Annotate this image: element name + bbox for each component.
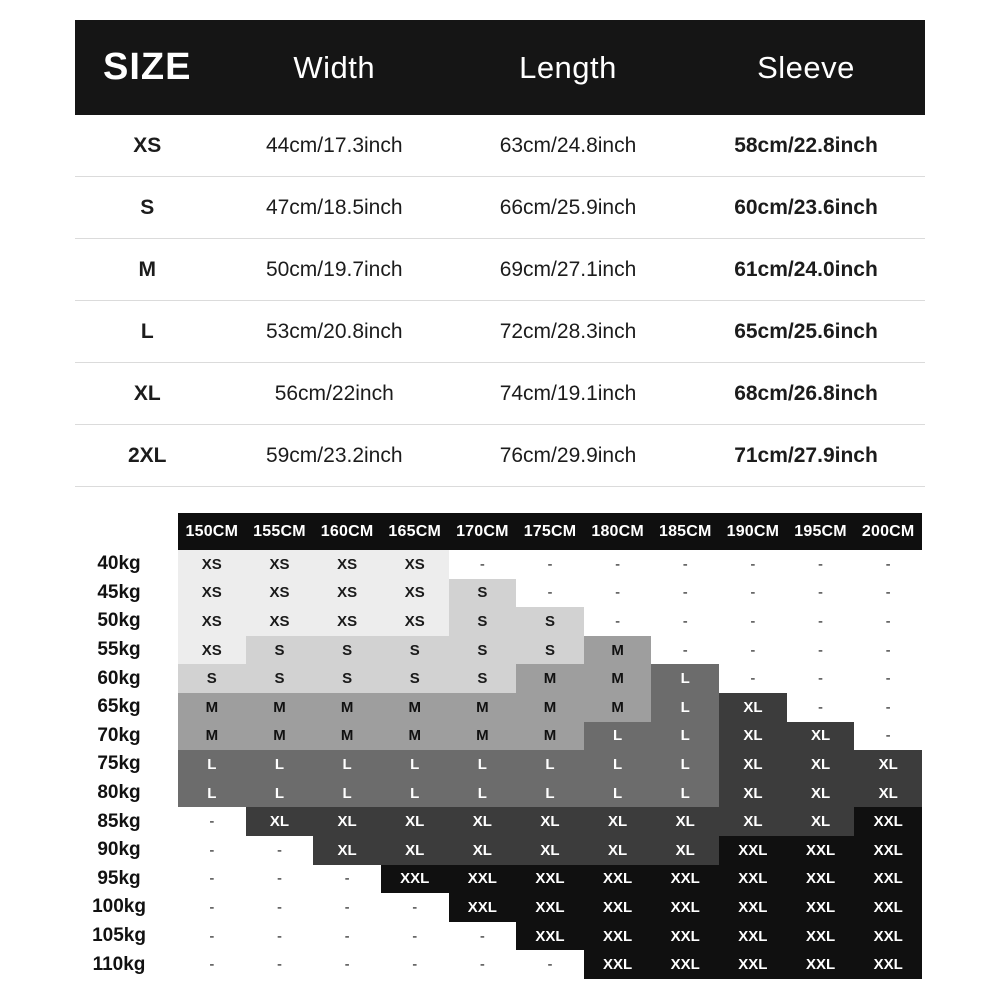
weight-row-label: 90kg: [60, 836, 178, 865]
recommended-size-cell: XXL: [719, 922, 787, 951]
recommended-size-cell: XXL: [787, 893, 855, 922]
weight-row-label: 60kg: [60, 664, 178, 693]
column-header-size: SIZE: [103, 46, 192, 88]
no-size-cell: -: [854, 722, 922, 751]
recommended-size-cell: L: [651, 750, 719, 779]
size-table-body: [75, 115, 925, 487]
recommended-size-cell: XXL: [854, 922, 922, 951]
height-column-header: 150CM: [178, 513, 246, 550]
recommended-size-cell: XL: [313, 807, 381, 836]
no-size-cell: -: [719, 550, 787, 579]
recommended-size-cell: L: [584, 722, 652, 751]
recommended-size-cell: XL: [651, 836, 719, 865]
height-column-header: 190CM: [719, 513, 787, 550]
recommended-size-cell: XS: [178, 579, 246, 608]
column-header-length: Length: [519, 49, 617, 85]
no-size-cell: -: [787, 636, 855, 665]
no-size-cell: -: [381, 922, 449, 951]
recommended-size-cell: S: [246, 664, 314, 693]
size-label: L: [140, 319, 154, 343]
recommended-size-cell: L: [516, 750, 584, 779]
sleeve-value: 60cm/23.6inch: [734, 195, 878, 219]
recommended-size-cell: XS: [246, 550, 314, 579]
height-column-header: 165CM: [381, 513, 449, 550]
weight-row-label: 100kg: [60, 893, 178, 922]
recommended-size-cell: XL: [313, 836, 381, 865]
no-size-cell: -: [854, 693, 922, 722]
recommended-size-cell: L: [313, 750, 381, 779]
recommended-size-cell: XL: [719, 807, 787, 836]
weight-row-label: 85kg: [60, 807, 178, 836]
recommended-size-cell: S: [313, 664, 381, 693]
recommended-size-cell: XL: [719, 750, 787, 779]
recommended-size-cell: XXL: [787, 836, 855, 865]
recommended-size-cell: L: [246, 750, 314, 779]
recommended-size-cell: XL: [584, 807, 652, 836]
recommended-size-cell: S: [381, 636, 449, 665]
recommended-size-cell: XS: [381, 550, 449, 579]
no-size-cell: -: [651, 607, 719, 636]
recommended-size-cell: L: [449, 750, 517, 779]
recommended-size-cell: XL: [516, 836, 584, 865]
length-value: 74cm/19.1inch: [499, 381, 637, 405]
recommended-size-cell: S: [516, 607, 584, 636]
recommended-size-cell: XL: [854, 750, 922, 779]
height-column-header: 200CM: [854, 513, 922, 550]
recommended-size-cell: XXL: [719, 836, 787, 865]
recommended-size-cell: XXL: [719, 893, 787, 922]
size-table-row: [75, 301, 925, 363]
no-size-cell: -: [854, 636, 922, 665]
no-size-cell: -: [246, 865, 314, 894]
recommended-size-cell: M: [381, 693, 449, 722]
recommended-size-cell: S: [246, 636, 314, 665]
no-size-cell: -: [381, 893, 449, 922]
recommended-size-cell: XXL: [584, 865, 652, 894]
recommended-size-cell: M: [178, 722, 246, 751]
recommended-size-cell: XXL: [854, 893, 922, 922]
size-label: S: [140, 195, 155, 219]
height-column-header: 155CM: [246, 513, 314, 550]
recommended-size-cell: XS: [313, 550, 381, 579]
recommended-size-cell: XS: [178, 550, 246, 579]
recommended-size-cell: XXL: [787, 865, 855, 894]
no-size-cell: -: [246, 836, 314, 865]
length-value: 69cm/27.1inch: [499, 257, 637, 281]
no-size-cell: -: [584, 579, 652, 608]
recommended-size-cell: S: [381, 664, 449, 693]
no-size-cell: -: [854, 607, 922, 636]
no-size-cell: -: [516, 950, 584, 979]
weight-row-label: 55kg: [60, 636, 178, 665]
weight-row-label: 110kg: [60, 950, 178, 979]
width-value: 59cm/23.2inch: [265, 443, 403, 467]
no-size-cell: -: [719, 664, 787, 693]
recommended-size-cell: XL: [651, 807, 719, 836]
no-size-cell: -: [449, 950, 517, 979]
matrix-corner-cell: [60, 513, 178, 550]
recommended-size-cell: M: [449, 693, 517, 722]
height-column-header: 175CM: [516, 513, 584, 550]
recommended-size-cell: XXL: [584, 950, 652, 979]
recommended-size-cell: M: [246, 722, 314, 751]
recommended-size-cell: XXL: [854, 836, 922, 865]
width-value: 56cm/22inch: [274, 381, 394, 405]
recommended-size-cell: XXL: [449, 893, 517, 922]
recommended-size-cell: XL: [449, 836, 517, 865]
sleeve-value: 71cm/27.9inch: [734, 443, 878, 467]
no-size-cell: -: [516, 550, 584, 579]
recommended-size-cell: XXL: [516, 893, 584, 922]
length-value: 76cm/29.9inch: [499, 443, 637, 467]
recommended-size-cell: L: [178, 750, 246, 779]
recommended-size-cell: XXL: [381, 865, 449, 894]
recommended-size-cell: XXL: [584, 922, 652, 951]
no-size-cell: -: [651, 579, 719, 608]
size-table-header-row: [75, 20, 925, 115]
no-size-cell: -: [178, 893, 246, 922]
sleeve-value: 68cm/26.8inch: [734, 381, 878, 405]
recommended-size-cell: XXL: [787, 950, 855, 979]
no-size-cell: -: [719, 579, 787, 608]
sleeve-value: 58cm/22.8inch: [734, 133, 878, 157]
sleeve-value: 65cm/25.6inch: [734, 319, 878, 343]
recommended-size-cell: M: [178, 693, 246, 722]
length-value: 72cm/28.3inch: [499, 319, 637, 343]
recommended-size-cell: S: [449, 579, 517, 608]
recommended-size-cell: XL: [854, 779, 922, 808]
recommended-size-cell: XS: [381, 607, 449, 636]
height-column-header: 185CM: [651, 513, 719, 550]
recommended-size-cell: L: [246, 779, 314, 808]
recommended-size-cell: XXL: [787, 922, 855, 951]
recommended-size-cell: L: [651, 664, 719, 693]
no-size-cell: -: [178, 807, 246, 836]
recommended-size-cell: XL: [787, 722, 855, 751]
recommended-size-cell: M: [584, 664, 652, 693]
size-label: M: [138, 257, 156, 281]
recommended-size-cell: XS: [246, 579, 314, 608]
recommended-size-cell: L: [651, 693, 719, 722]
recommended-size-cell: S: [449, 636, 517, 665]
width-value: 50cm/19.7inch: [265, 257, 403, 281]
recommended-size-cell: XS: [381, 579, 449, 608]
no-size-cell: -: [178, 950, 246, 979]
no-size-cell: -: [584, 550, 652, 579]
recommended-size-cell: M: [516, 664, 584, 693]
no-size-cell: -: [246, 950, 314, 979]
recommended-size-cell: L: [449, 779, 517, 808]
recommended-size-cell: S: [516, 636, 584, 665]
weight-row-label: 80kg: [60, 779, 178, 808]
recommended-size-cell: XL: [449, 807, 517, 836]
no-size-cell: -: [651, 636, 719, 665]
recommended-size-cell: S: [178, 664, 246, 693]
no-size-cell: -: [313, 950, 381, 979]
recommended-size-cell: M: [313, 722, 381, 751]
recommended-size-cell: XXL: [651, 950, 719, 979]
garment-measurements-table: [75, 20, 925, 487]
recommended-size-cell: XL: [381, 807, 449, 836]
size-label: 2XL: [127, 443, 167, 467]
no-size-cell: -: [313, 922, 381, 951]
no-size-cell: -: [381, 950, 449, 979]
no-size-cell: -: [584, 607, 652, 636]
recommended-size-cell: M: [449, 722, 517, 751]
size-label: XL: [133, 381, 161, 405]
recommended-size-cell: L: [381, 750, 449, 779]
width-value: 47cm/18.5inch: [265, 195, 403, 219]
recommended-size-cell: XS: [313, 607, 381, 636]
width-value: 53cm/20.8inch: [265, 319, 403, 343]
recommended-size-cell: XS: [313, 579, 381, 608]
column-header-width: Width: [293, 49, 376, 85]
weight-row-label: 50kg: [60, 607, 178, 636]
no-size-cell: -: [719, 636, 787, 665]
recommended-size-cell: S: [449, 607, 517, 636]
recommended-size-cell: XL: [719, 722, 787, 751]
width-value: 44cm/17.3inch: [265, 133, 403, 157]
recommended-size-cell: XXL: [854, 950, 922, 979]
no-size-cell: -: [246, 893, 314, 922]
size-table-row: [75, 425, 925, 487]
no-size-cell: -: [178, 922, 246, 951]
size-table-row: [75, 363, 925, 425]
weight-row-label: 40kg: [60, 550, 178, 579]
recommended-size-cell: XL: [719, 693, 787, 722]
recommended-size-cell: XL: [584, 836, 652, 865]
no-size-cell: -: [854, 664, 922, 693]
recommended-size-cell: XXL: [719, 865, 787, 894]
size-table-row: [75, 239, 925, 301]
recommended-size-cell: XXL: [651, 922, 719, 951]
no-size-cell: -: [449, 922, 517, 951]
no-size-cell: -: [313, 893, 381, 922]
no-size-cell: -: [854, 579, 922, 608]
no-size-cell: -: [313, 865, 381, 894]
sleeve-value: 61cm/24.0inch: [734, 257, 878, 281]
recommended-size-cell: S: [449, 664, 517, 693]
weight-row-label: 105kg: [60, 922, 178, 951]
no-size-cell: -: [787, 607, 855, 636]
height-column-header: 170CM: [449, 513, 517, 550]
no-size-cell: -: [178, 865, 246, 894]
recommended-size-cell: XL: [516, 807, 584, 836]
recommended-size-cell: L: [313, 779, 381, 808]
height-column-header: 160CM: [313, 513, 381, 550]
recommended-size-cell: M: [516, 722, 584, 751]
recommended-size-cell: XL: [719, 779, 787, 808]
recommended-size-cell: XL: [787, 779, 855, 808]
recommended-size-cell: L: [584, 779, 652, 808]
recommended-size-cell: XXL: [651, 893, 719, 922]
recommended-size-cell: M: [584, 636, 652, 665]
height-column-header: 180CM: [584, 513, 652, 550]
recommended-size-cell: XL: [381, 836, 449, 865]
height-weight-size-matrix: [60, 513, 922, 979]
no-size-cell: -: [787, 550, 855, 579]
no-size-cell: -: [449, 550, 517, 579]
recommended-size-cell: XL: [246, 807, 314, 836]
weight-row-label: 45kg: [60, 579, 178, 608]
recommended-size-cell: L: [584, 750, 652, 779]
recommended-size-cell: L: [651, 779, 719, 808]
weight-row-label: 95kg: [60, 865, 178, 894]
no-size-cell: -: [787, 664, 855, 693]
recommended-size-cell: XXL: [516, 922, 584, 951]
recommended-size-cell: XS: [178, 636, 246, 665]
size-table-row: [75, 115, 925, 177]
recommended-size-cell: XXL: [719, 950, 787, 979]
size-table-row: [75, 177, 925, 239]
recommended-size-cell: XXL: [516, 865, 584, 894]
weight-row-label: 70kg: [60, 722, 178, 751]
recommended-size-cell: XS: [178, 607, 246, 636]
no-size-cell: -: [787, 693, 855, 722]
weight-row-label: 75kg: [60, 750, 178, 779]
recommended-size-cell: XXL: [854, 865, 922, 894]
no-size-cell: -: [719, 607, 787, 636]
recommended-size-cell: XXL: [651, 865, 719, 894]
recommended-size-cell: XL: [787, 750, 855, 779]
recommended-size-cell: L: [381, 779, 449, 808]
recommended-size-cell: L: [516, 779, 584, 808]
recommended-size-cell: L: [651, 722, 719, 751]
recommended-size-cell: XS: [246, 607, 314, 636]
recommended-size-cell: M: [516, 693, 584, 722]
recommended-size-cell: XXL: [854, 807, 922, 836]
no-size-cell: -: [651, 550, 719, 579]
no-size-cell: -: [787, 579, 855, 608]
recommended-size-cell: XL: [787, 807, 855, 836]
recommended-size-cell: M: [313, 693, 381, 722]
length-value: 66cm/25.9inch: [499, 195, 637, 219]
no-size-cell: -: [516, 579, 584, 608]
no-size-cell: -: [178, 836, 246, 865]
weight-row-label: 65kg: [60, 693, 178, 722]
recommended-size-cell: XXL: [584, 893, 652, 922]
recommended-size-cell: XXL: [449, 865, 517, 894]
length-value: 63cm/24.8inch: [499, 133, 637, 157]
no-size-cell: -: [854, 550, 922, 579]
column-header-sleeve: Sleeve: [757, 49, 855, 85]
size-label: XS: [133, 133, 162, 157]
recommended-size-cell: L: [178, 779, 246, 808]
recommended-size-cell: M: [381, 722, 449, 751]
no-size-cell: -: [246, 922, 314, 951]
recommended-size-cell: M: [246, 693, 314, 722]
recommended-size-cell: S: [313, 636, 381, 665]
height-column-header: 195CM: [787, 513, 855, 550]
recommended-size-cell: M: [584, 693, 652, 722]
